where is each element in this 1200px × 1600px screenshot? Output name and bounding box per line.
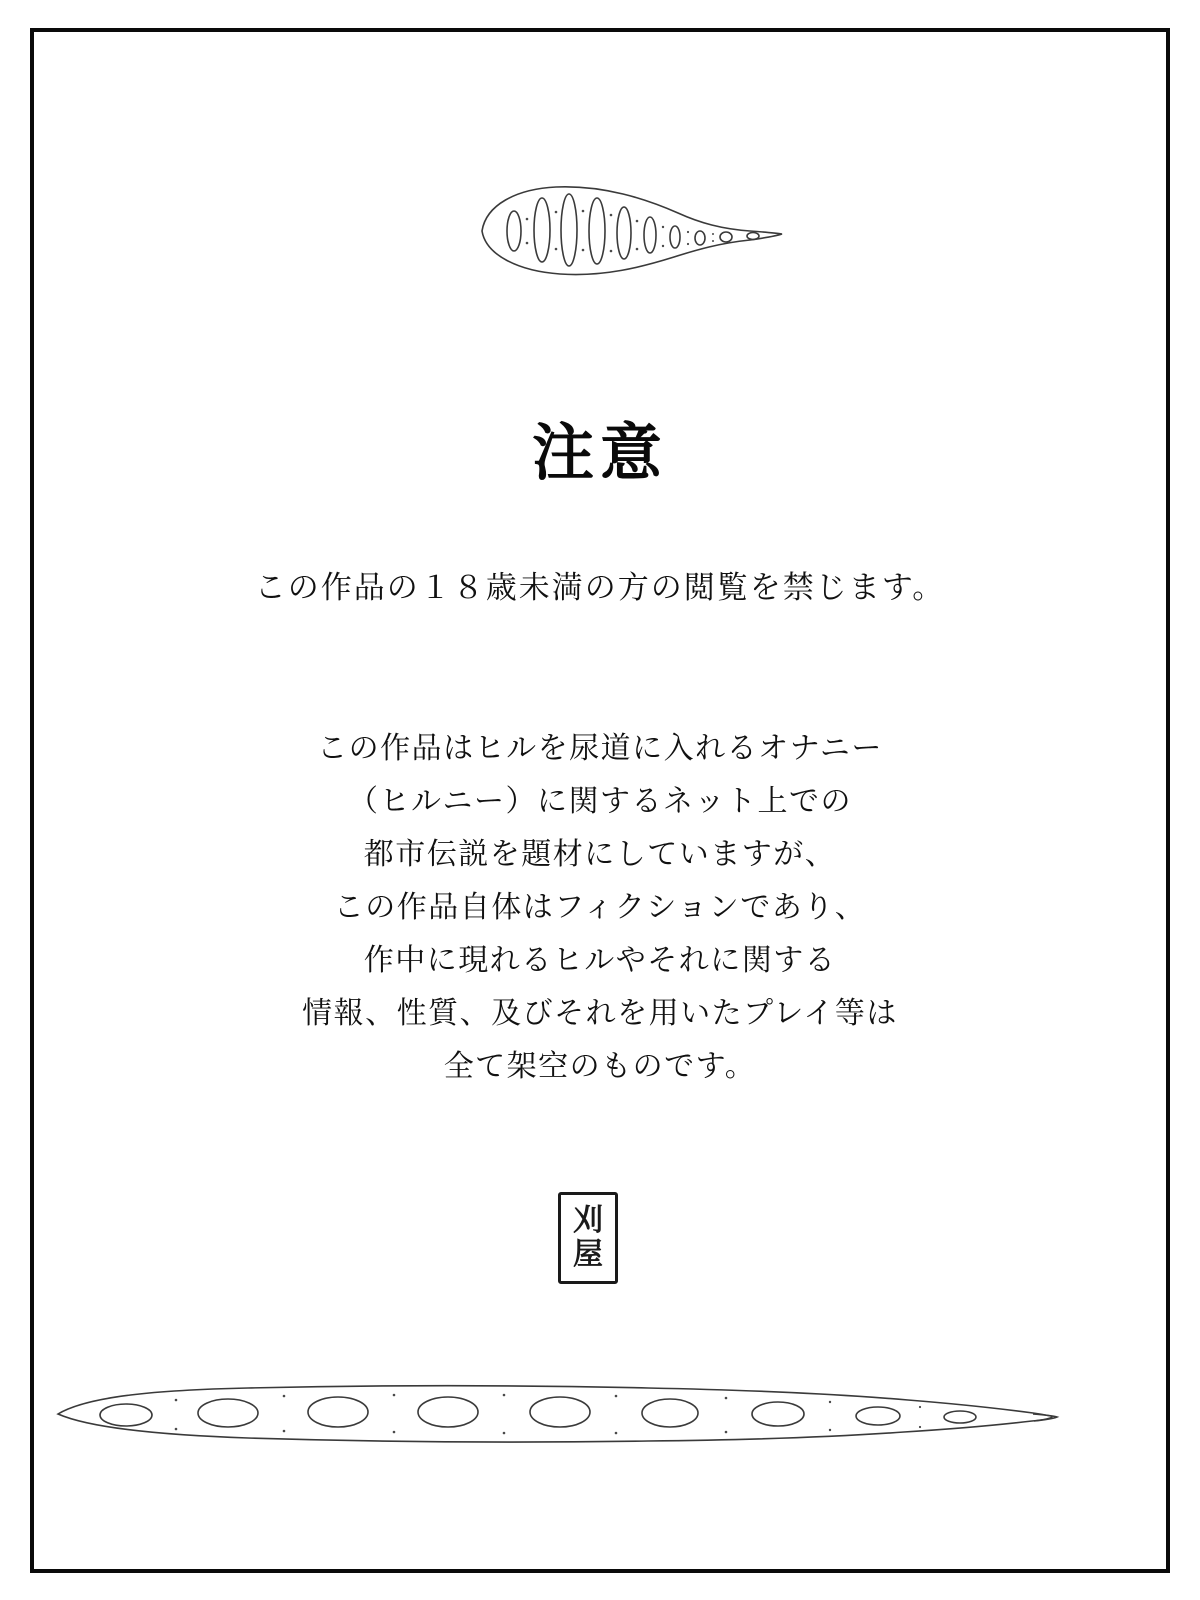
disclaimer-line: 作中に現れるヒルやそれに関する [363,943,837,978]
disclaimer-line: 全て架空のものです。 [443,1049,757,1084]
leech-long-illustration [48,1352,1058,1462]
artist-seal-stamp [558,1192,618,1284]
leech-tadpole-illustration [464,167,794,297]
seal-bottom-character: 屋 [573,1237,603,1272]
page-title: 注意 [531,416,668,489]
age-restriction-text: この作品の１８歳未満の方の閲覧を禁じます。 [254,570,946,606]
disclaimer-line: （ヒルニー）に関するネット上での [348,784,852,819]
seal-top-character: 刈 [573,1203,603,1238]
page-content [34,32,1166,1569]
disclaimer-line: この作品はヒルを尿道に入れるオナニー [317,731,883,766]
disclaimer-line: 情報、性質、及びそれを用いたプレイ等は [302,996,898,1031]
disclaimer-line: 都市伝説を題材にしていますが、 [363,837,837,872]
disclaimer-block [34,722,1166,1093]
disclaimer-line: この作品自体はフィクションであり、 [333,890,867,925]
